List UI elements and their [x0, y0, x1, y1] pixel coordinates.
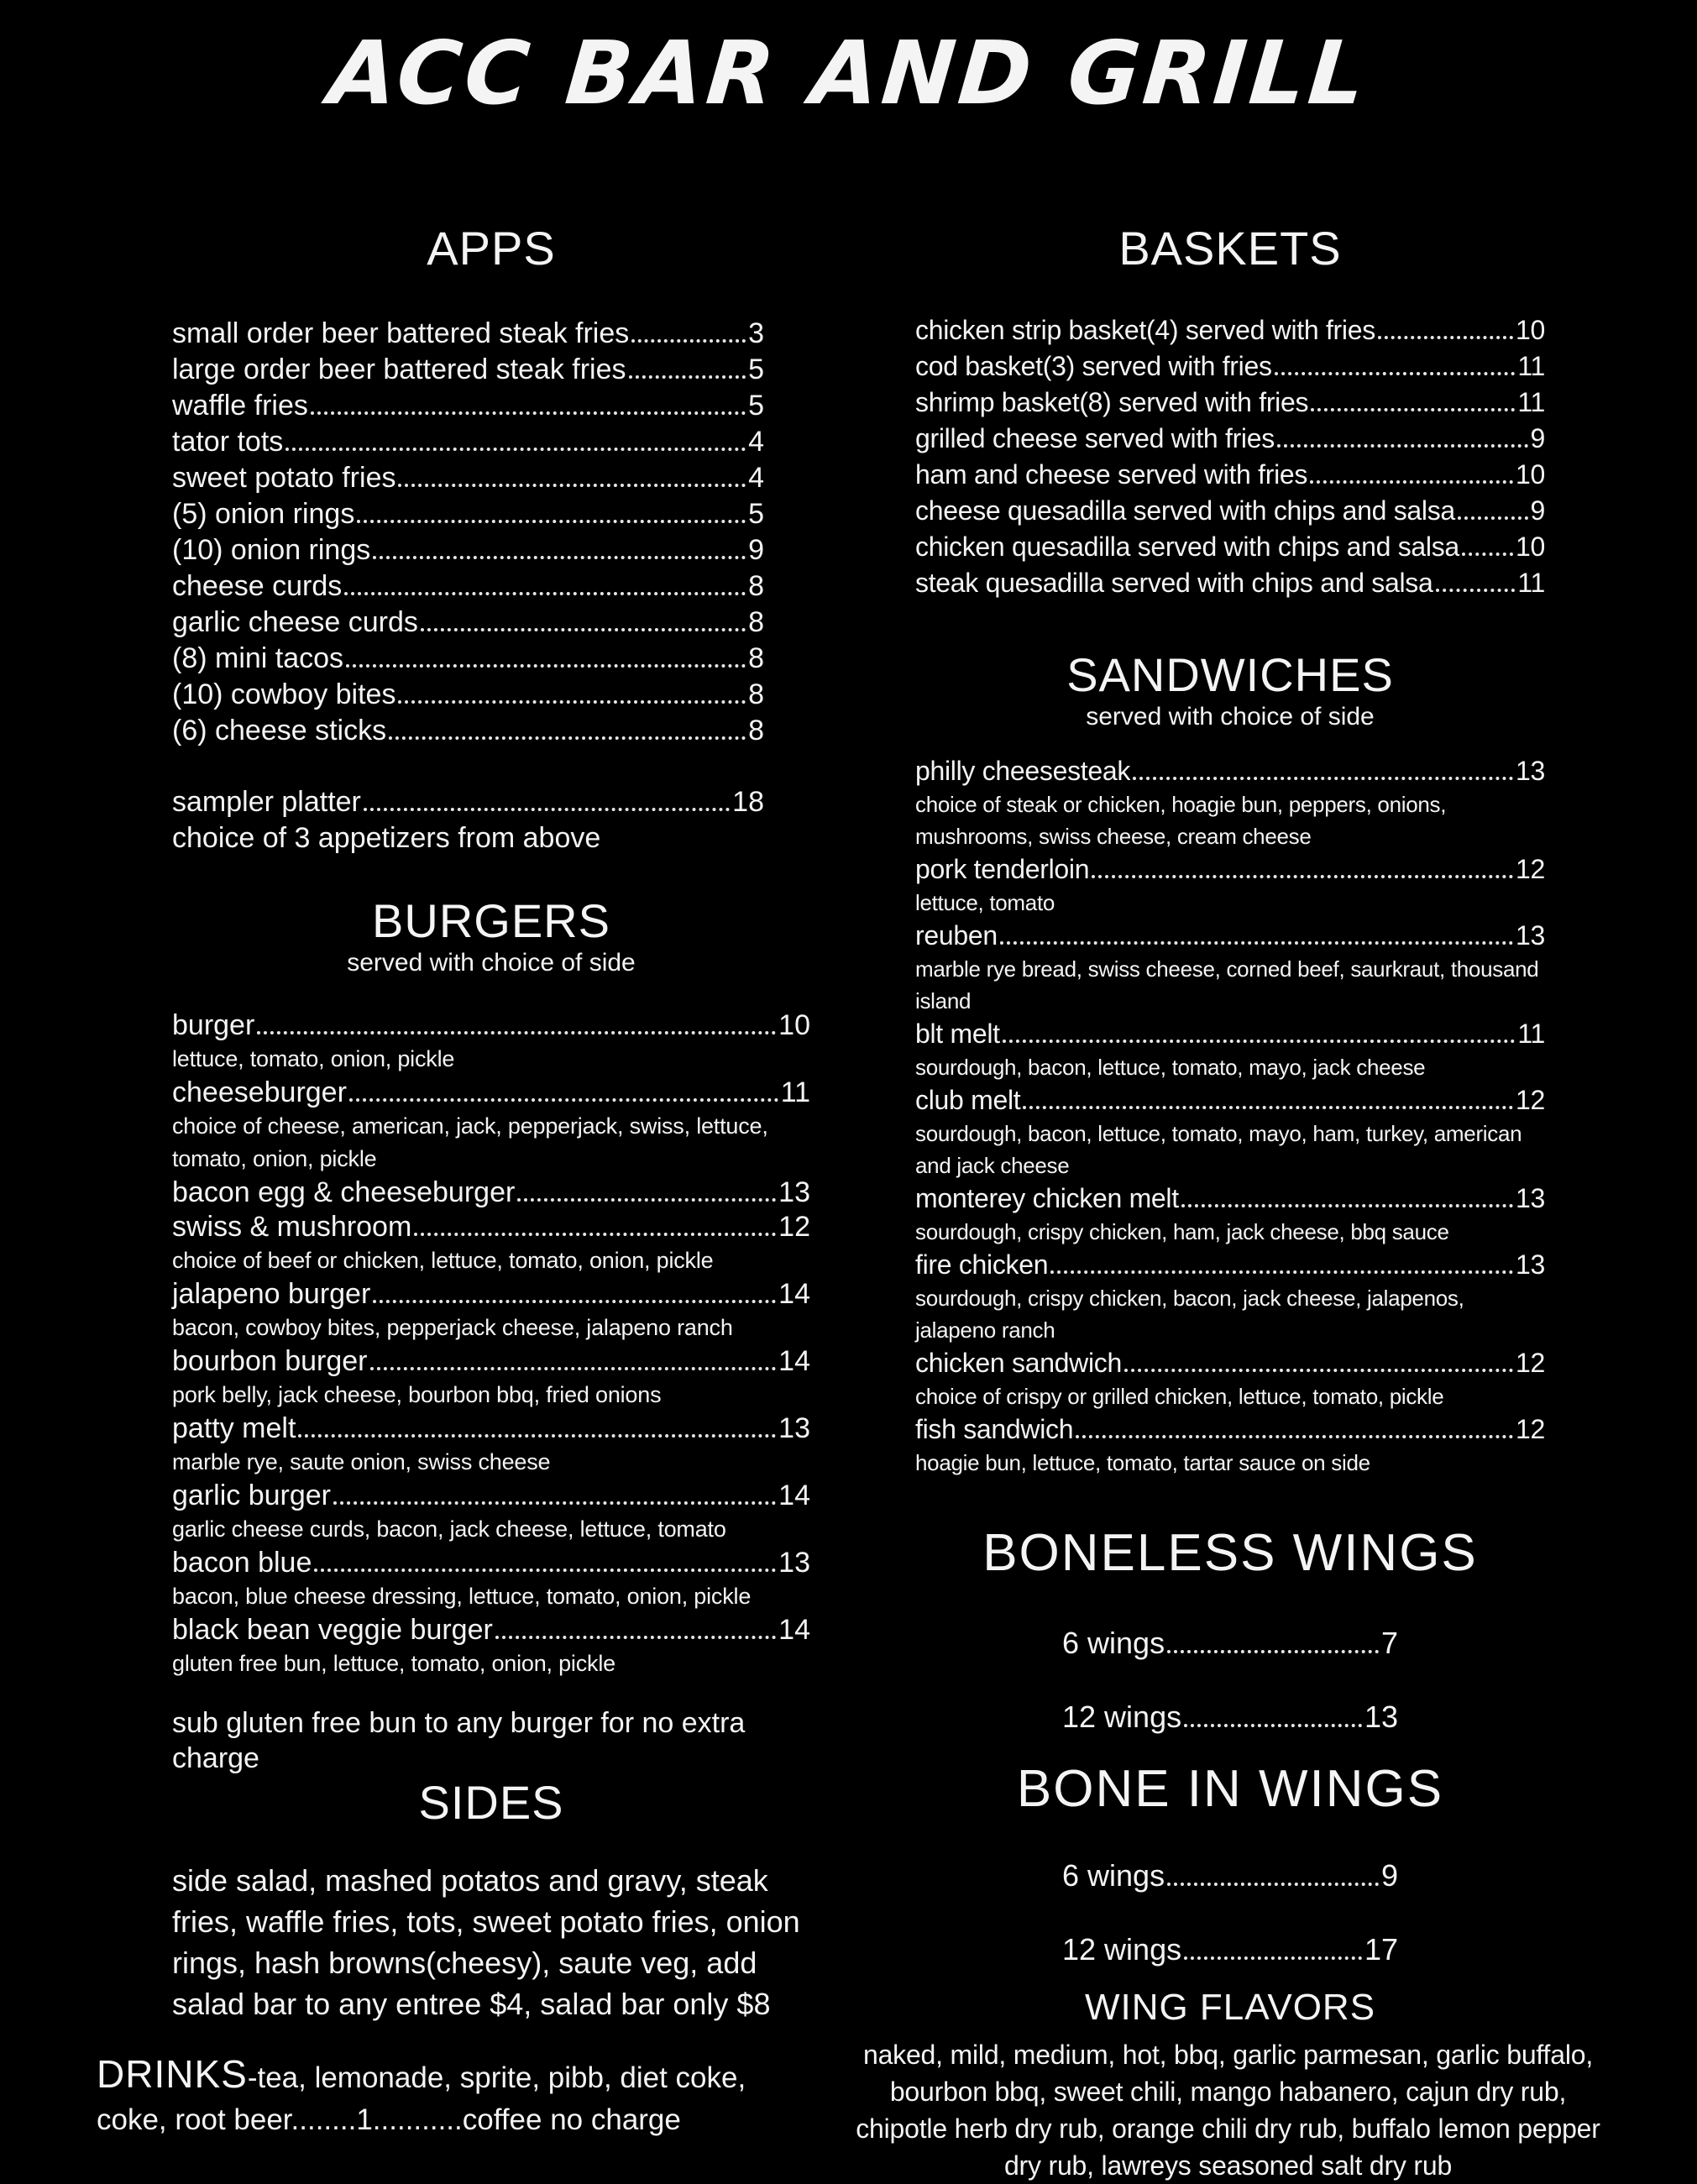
item-price: 9: [1380, 1858, 1398, 1893]
menu-item-row: [172, 1210, 810, 1244]
sandwiches-item-list: [915, 754, 1545, 1479]
item-name: cheese quesadilla served with chips and salsa: [915, 495, 1455, 526]
item-name: bourbon burger: [172, 1345, 368, 1377]
item-price: 3: [748, 317, 764, 349]
dotted-leader: [373, 1300, 776, 1303]
menu-item-row: [172, 424, 764, 460]
dotted-leader: [298, 1434, 776, 1438]
left-column: [97, 222, 810, 2141]
dotted-leader: [1167, 1650, 1379, 1653]
item-price: 8: [748, 642, 764, 674]
section-wing-flavors: [856, 1987, 1600, 2184]
item-price: 8: [748, 570, 764, 602]
item-price: 11: [1517, 1019, 1545, 1049]
menu-item-row: [172, 784, 764, 820]
menu-item: [172, 424, 764, 460]
menu-item: [915, 1346, 1545, 1412]
menu-item-row: [172, 1479, 810, 1513]
item-description: choice of cheese, american, jack, pepperjack, swiss, lettuce, tomato, onion, pickle: [172, 1113, 768, 1171]
item-name: waffle fries: [172, 390, 308, 422]
item-price: 13: [778, 1176, 810, 1208]
item-price: 5: [748, 354, 764, 385]
item-name: fire chicken: [915, 1249, 1049, 1280]
item-name: sampler platter: [172, 786, 361, 818]
item-price: 5: [748, 390, 764, 422]
burgers-heading: BURGERS: [372, 894, 610, 947]
item-price: 11: [1517, 351, 1545, 381]
menu-item: [172, 568, 764, 605]
item-description: marble rye bread, swiss cheese, corned beef, saurkraut, thousand island: [915, 956, 1539, 1013]
dotted-leader: [333, 1501, 776, 1505]
item-name: ham and cheese served with fries: [915, 459, 1308, 490]
item-price: 10: [1516, 532, 1545, 562]
item-price: 12: [1516, 1085, 1545, 1115]
sandwiches-heading: SANDWICHES: [1066, 648, 1394, 701]
menu-item-row: [172, 1076, 810, 1110]
section-burgers: [172, 894, 810, 1776]
item-name: (10) cowboy bites: [172, 678, 396, 710]
item-price: 12: [778, 1211, 810, 1243]
item-name: (5) onion rings: [172, 498, 355, 530]
dotted-leader: [346, 664, 746, 668]
item-name: burger: [172, 1009, 255, 1041]
item-name: tator tots: [172, 426, 284, 458]
wing-item: [1062, 1699, 1398, 1736]
item-price: 13: [1516, 756, 1545, 786]
menu-item-row: [1062, 1699, 1398, 1736]
item-description: hoagie bun, lettuce, tomato, tartar sauce on side: [915, 1450, 1370, 1475]
menu-item: [915, 1017, 1545, 1083]
wing-flavors-text: naked, mild, medium, hot, bbq, garlic parmesan, garlic buffalo, bourbon bbq, sweet chili, mango habanero, cajun dry rub, chipotle herb dry rub, orange chili dry rub, buffalo lemon pepper dry rub, lawreys seasoned salt dry rub: [856, 2040, 1600, 2181]
sampler-note: choice of 3 appetizers from above: [172, 822, 601, 854]
dotted-leader: [1023, 1106, 1513, 1109]
wing-item: [1062, 1625, 1398, 1662]
dotted-leader: [357, 520, 746, 523]
menu-item: [172, 460, 764, 496]
item-description: choice of beef or chicken, lettuce, tomato, onion, pickle: [172, 1248, 714, 1273]
menu-item: [172, 1277, 810, 1344]
dotted-leader: [344, 592, 746, 595]
item-price: 14: [778, 1614, 810, 1646]
menu-item-row: [915, 852, 1545, 887]
menu-item-row: [1062, 1857, 1398, 1894]
menu-item-row: [915, 1346, 1545, 1380]
menu-item-row: [172, 532, 764, 568]
item-price: 13: [1516, 1183, 1545, 1213]
dotted-leader: [364, 808, 730, 811]
menu-item-row: [915, 565, 1545, 601]
item-price: 13: [1364, 1700, 1398, 1734]
menu-item: [172, 388, 764, 424]
item-name: patty melt: [172, 1412, 296, 1444]
item-price: 14: [778, 1278, 810, 1310]
menu-item: [172, 713, 764, 749]
menu-item: [172, 316, 764, 352]
item-name: monterey chicken melt: [915, 1183, 1179, 1213]
menu-item: [172, 641, 764, 677]
menu-item-row: [172, 641, 764, 677]
boneless-wings-list: [915, 1625, 1545, 1736]
menu-item: [172, 1344, 810, 1411]
item-description: garlic cheese curds, bacon, jack cheese, lettuce, tomato: [172, 1516, 726, 1542]
item-name: swiss & mushroom: [172, 1211, 412, 1243]
item-name: shrimp basket(8) served with fries: [915, 387, 1309, 417]
dotted-leader: [1462, 553, 1513, 556]
wing-flavors-heading: WING FLAVORS: [1084, 1987, 1376, 2028]
dotted-leader: [1167, 1883, 1379, 1886]
section-baskets: [915, 222, 1545, 601]
menu-item: [172, 352, 764, 388]
dotted-leader: [1436, 589, 1516, 592]
dotted-leader: [1092, 875, 1513, 878]
item-name: 6 wings: [1062, 1858, 1165, 1893]
wing-item: [1062, 1857, 1398, 1894]
item-name: (6) cheese sticks: [172, 715, 387, 746]
sandwiches-subheading: served with choice of side: [1086, 703, 1375, 731]
dotted-leader: [631, 339, 746, 343]
item-description: bacon, blue cheese dressing, lettuce, tomato, onion, pickle: [172, 1584, 752, 1609]
menu-item: [172, 1076, 810, 1176]
dotted-leader: [1184, 1724, 1362, 1727]
dotted-leader: [1277, 444, 1528, 448]
menu-item-row: [172, 677, 764, 713]
menu-item-row: [915, 312, 1545, 348]
menu-item-row: [915, 1248, 1545, 1282]
sampler-item: [172, 784, 810, 856]
menu-item: [172, 1008, 810, 1076]
menu-item-row: [915, 1181, 1545, 1216]
menu-item: [915, 529, 1545, 565]
menu-item-row: [172, 605, 764, 641]
item-name: philly cheesesteak: [915, 756, 1131, 786]
menu-item: [915, 385, 1545, 421]
item-name: cheese curds: [172, 570, 343, 602]
item-price: 9: [1530, 423, 1545, 453]
menu-item: [915, 312, 1545, 348]
item-price: 10: [1516, 315, 1545, 345]
dotted-leader: [1311, 408, 1515, 411]
item-name: cheeseburger: [172, 1076, 347, 1108]
dotted-leader: [1124, 1369, 1513, 1372]
item-description: sourdough, bacon, lettuce, tomato, mayo, jack cheese: [915, 1055, 1426, 1080]
item-price: 5: [748, 498, 764, 530]
item-name: pork tenderloin: [915, 854, 1090, 884]
menu-item: [915, 493, 1545, 529]
menu-item: [915, 348, 1545, 385]
baskets-heading: BASKETS: [1118, 222, 1342, 275]
item-price: 9: [748, 534, 764, 566]
menu-item: [915, 565, 1545, 601]
dotted-leader: [629, 375, 746, 379]
wing-item: [1062, 1931, 1398, 1968]
menu-item-row: [915, 529, 1545, 565]
menu-item-row: [172, 352, 764, 388]
menu-item: [172, 677, 764, 713]
dotted-leader: [414, 1233, 776, 1236]
dotted-leader: [495, 1636, 776, 1639]
menu-item-row: [915, 348, 1545, 385]
item-name: fish sandwich: [915, 1414, 1074, 1444]
item-name: bacon egg & cheeseburger: [172, 1176, 516, 1208]
menu-item-row: [915, 385, 1545, 421]
menu-item-row: [915, 754, 1545, 788]
menu-item: [915, 1181, 1545, 1248]
menu-item-row: [915, 1083, 1545, 1118]
dotted-leader: [370, 1367, 777, 1370]
item-name: chicken strip basket(4) served with fries: [915, 315, 1375, 345]
item-description: lettuce, tomato: [915, 890, 1055, 915]
menu-item-row: [172, 713, 764, 749]
menu-item-row: [172, 1008, 810, 1043]
item-description: lettuce, tomato, onion, pickle: [172, 1046, 455, 1071]
apps-heading: APPS: [427, 222, 556, 275]
item-name: 6 wings: [1062, 1626, 1165, 1660]
item-price: 8: [748, 715, 764, 746]
dotted-leader: [257, 1031, 776, 1034]
menu-item: [172, 496, 764, 532]
dotted-leader: [285, 448, 746, 451]
dotted-leader: [1310, 480, 1513, 484]
menu-item-row: [172, 388, 764, 424]
dotted-leader: [1133, 777, 1513, 780]
item-name: large order beer battered steak fries: [172, 354, 626, 385]
burgers-item-list: [172, 1008, 810, 1680]
dotted-leader: [517, 1198, 776, 1202]
item-name: (10) onion rings: [172, 534, 371, 566]
item-name: cod basket(3) served with fries: [915, 351, 1272, 381]
item-name: garlic cheese curds: [172, 606, 418, 638]
item-name: steak quesadilla served with chips and salsa: [915, 568, 1433, 598]
dotted-leader: [373, 556, 746, 559]
menu-item: [915, 852, 1545, 919]
drinks-text: -tea, lemonade, sprite, pibb, diet coke, coke, root beer........1...........coffee no charge: [97, 2061, 746, 2136]
menu-item-row: [172, 1546, 810, 1580]
item-description: sourdough, crispy chicken, ham, jack cheese, bbq sauce: [915, 1219, 1449, 1244]
item-price: 13: [1516, 1249, 1545, 1280]
menu-item: [172, 532, 764, 568]
baskets-item-list: [915, 312, 1545, 601]
menu-item-row: [915, 493, 1545, 529]
item-description: gluten free bun, lettuce, tomato, onion, pickle: [172, 1651, 615, 1676]
item-description: marble rye, saute onion, swiss cheese: [172, 1449, 551, 1474]
menu-item-row: [1062, 1931, 1398, 1968]
apps-item-list: [172, 316, 810, 749]
gluten-free-note: sub gluten free bun to any burger for no extra charge: [172, 1707, 746, 1774]
bone-in-wings-list: [915, 1857, 1545, 1968]
menu-item: [915, 754, 1545, 852]
menu-item-row: [172, 568, 764, 605]
item-price: 12: [1516, 1348, 1545, 1378]
menu-item: [172, 1176, 810, 1210]
dotted-leader: [398, 700, 746, 704]
dotted-leader: [1184, 1956, 1362, 1960]
item-description: choice of crispy or grilled chicken, lettuce, tomato, pickle: [915, 1384, 1444, 1409]
dotted-leader: [1458, 516, 1528, 520]
sides-text: side salad, mashed potatos and gravy, steak fries, waffle fries, tots, sweet potato fries, onion rings, hash browns(cheesy), saute veg, add salad bar to any entree $4, salad bar only $8: [172, 1863, 800, 2021]
item-name: chicken sandwich: [915, 1348, 1122, 1378]
item-price: 13: [778, 1547, 810, 1579]
menu-item-row: [915, 919, 1545, 953]
item-name: (8) mini tacos: [172, 642, 344, 674]
menu-item: [915, 1412, 1545, 1479]
item-price: 12: [1516, 1414, 1545, 1444]
menu-item-row: [172, 1613, 810, 1647]
menu-item: [172, 605, 764, 641]
menu-item: [172, 1479, 810, 1546]
section-apps: [172, 222, 810, 856]
dotted-leader: [1000, 941, 1513, 945]
right-column: [856, 222, 1600, 2184]
item-price: 17: [1364, 1932, 1398, 1967]
dotted-leader: [421, 628, 746, 631]
item-price: 10: [778, 1009, 810, 1041]
item-description: pork belly, jack cheese, bourbon bbq, fried onions: [172, 1382, 662, 1407]
menu-item-row: [915, 1017, 1545, 1051]
section-sandwiches: [915, 648, 1545, 1479]
item-price: 7: [1380, 1626, 1398, 1660]
dotted-leader: [349, 1098, 778, 1102]
item-price: 14: [778, 1345, 810, 1377]
item-description: bacon, cowboy bites, pepperjack cheese, jalapeno ranch: [172, 1315, 733, 1340]
burgers-subheading: served with choice of side: [347, 949, 636, 977]
item-name: small order beer battered steak fries: [172, 317, 630, 349]
menu-item: [915, 1083, 1545, 1181]
item-price: 8: [748, 678, 764, 710]
item-name: 12 wings: [1062, 1700, 1182, 1734]
dotted-leader: [398, 484, 746, 487]
item-name: sweet potato fries: [172, 462, 396, 494]
item-name: black bean veggie burger: [172, 1614, 493, 1646]
boneless-wings-heading: BONELESS WINGS: [982, 1524, 1478, 1582]
menu-item-row: [1062, 1625, 1398, 1662]
item-price: 18: [732, 786, 764, 818]
item-name: blt melt: [915, 1019, 1000, 1049]
item-price: 9: [1530, 495, 1545, 526]
menu-item-row: [172, 316, 764, 352]
dotted-leader: [1275, 372, 1516, 375]
dotted-leader: [389, 736, 746, 740]
dotted-leader: [314, 1569, 776, 1572]
drinks-label: DRINKS: [97, 2052, 248, 2096]
item-price: 4: [748, 426, 764, 458]
item-price: 13: [1516, 920, 1545, 951]
item-name: bacon blue: [172, 1547, 312, 1579]
drinks-line: [97, 2053, 798, 2141]
item-price: 10: [1516, 459, 1545, 490]
item-description: sourdough, crispy chicken, bacon, jack cheese, jalapenos, jalapeno ranch: [915, 1286, 1464, 1343]
menu-item-row: [915, 421, 1545, 457]
bone-in-wings-heading: BONE IN WINGS: [1016, 1760, 1444, 1818]
item-description: sourdough, bacon, lettuce, tomato, mayo, ham, turkey, american and jack cheese: [915, 1121, 1522, 1178]
dotted-leader: [1050, 1270, 1513, 1274]
menu-item-row: [172, 1277, 810, 1312]
item-price: 11: [1517, 387, 1545, 417]
menu-item: [915, 457, 1545, 493]
dotted-leader: [1378, 336, 1513, 339]
item-price: 4: [748, 462, 764, 494]
item-name: club melt: [915, 1085, 1021, 1115]
item-price: 8: [748, 606, 764, 638]
item-price: 13: [778, 1412, 810, 1444]
item-name: reuben: [915, 920, 998, 951]
menu-item-row: [172, 496, 764, 532]
menu-item-row: [915, 457, 1545, 493]
menu-item: [172, 1546, 810, 1613]
item-name: garlic burger: [172, 1480, 331, 1511]
menu-item: [915, 421, 1545, 457]
item-name: jalapeno burger: [172, 1278, 371, 1310]
section-bone-in-wings: [915, 1760, 1545, 1968]
dotted-leader: [1076, 1435, 1513, 1438]
menu-item: [915, 1248, 1545, 1346]
sides-heading: SIDES: [418, 1776, 564, 1829]
item-name: chicken quesadilla served with chips and salsa: [915, 532, 1459, 562]
menu-item-row: [915, 1412, 1545, 1447]
menu-item-row: [172, 460, 764, 496]
item-name: 12 wings: [1062, 1932, 1182, 1967]
menu-item-row: [172, 1411, 810, 1446]
restaurant-title: ACC BAR AND GRILL: [324, 22, 1373, 124]
item-price: 12: [1516, 854, 1545, 884]
dotted-leader: [311, 411, 746, 415]
menu-item: [172, 1411, 810, 1479]
item-name: grilled cheese served with fries: [915, 423, 1275, 453]
menu-item: [172, 1210, 810, 1277]
item-price: 11: [780, 1076, 810, 1108]
section-boneless-wings: [915, 1524, 1545, 1736]
item-price: 14: [778, 1480, 810, 1511]
section-sides: [172, 1776, 810, 2024]
item-price: 11: [1517, 568, 1545, 598]
menu-item: [915, 919, 1545, 1017]
menu-item-row: [172, 1344, 810, 1379]
dotted-leader: [1003, 1040, 1516, 1043]
menu-item-row: [172, 1176, 810, 1210]
dotted-leader: [1181, 1204, 1513, 1207]
item-description: choice of steak or chicken, hoagie bun, peppers, onions, mushrooms, swiss cheese, cream cheese: [915, 792, 1447, 849]
menu-item: [172, 1613, 810, 1680]
